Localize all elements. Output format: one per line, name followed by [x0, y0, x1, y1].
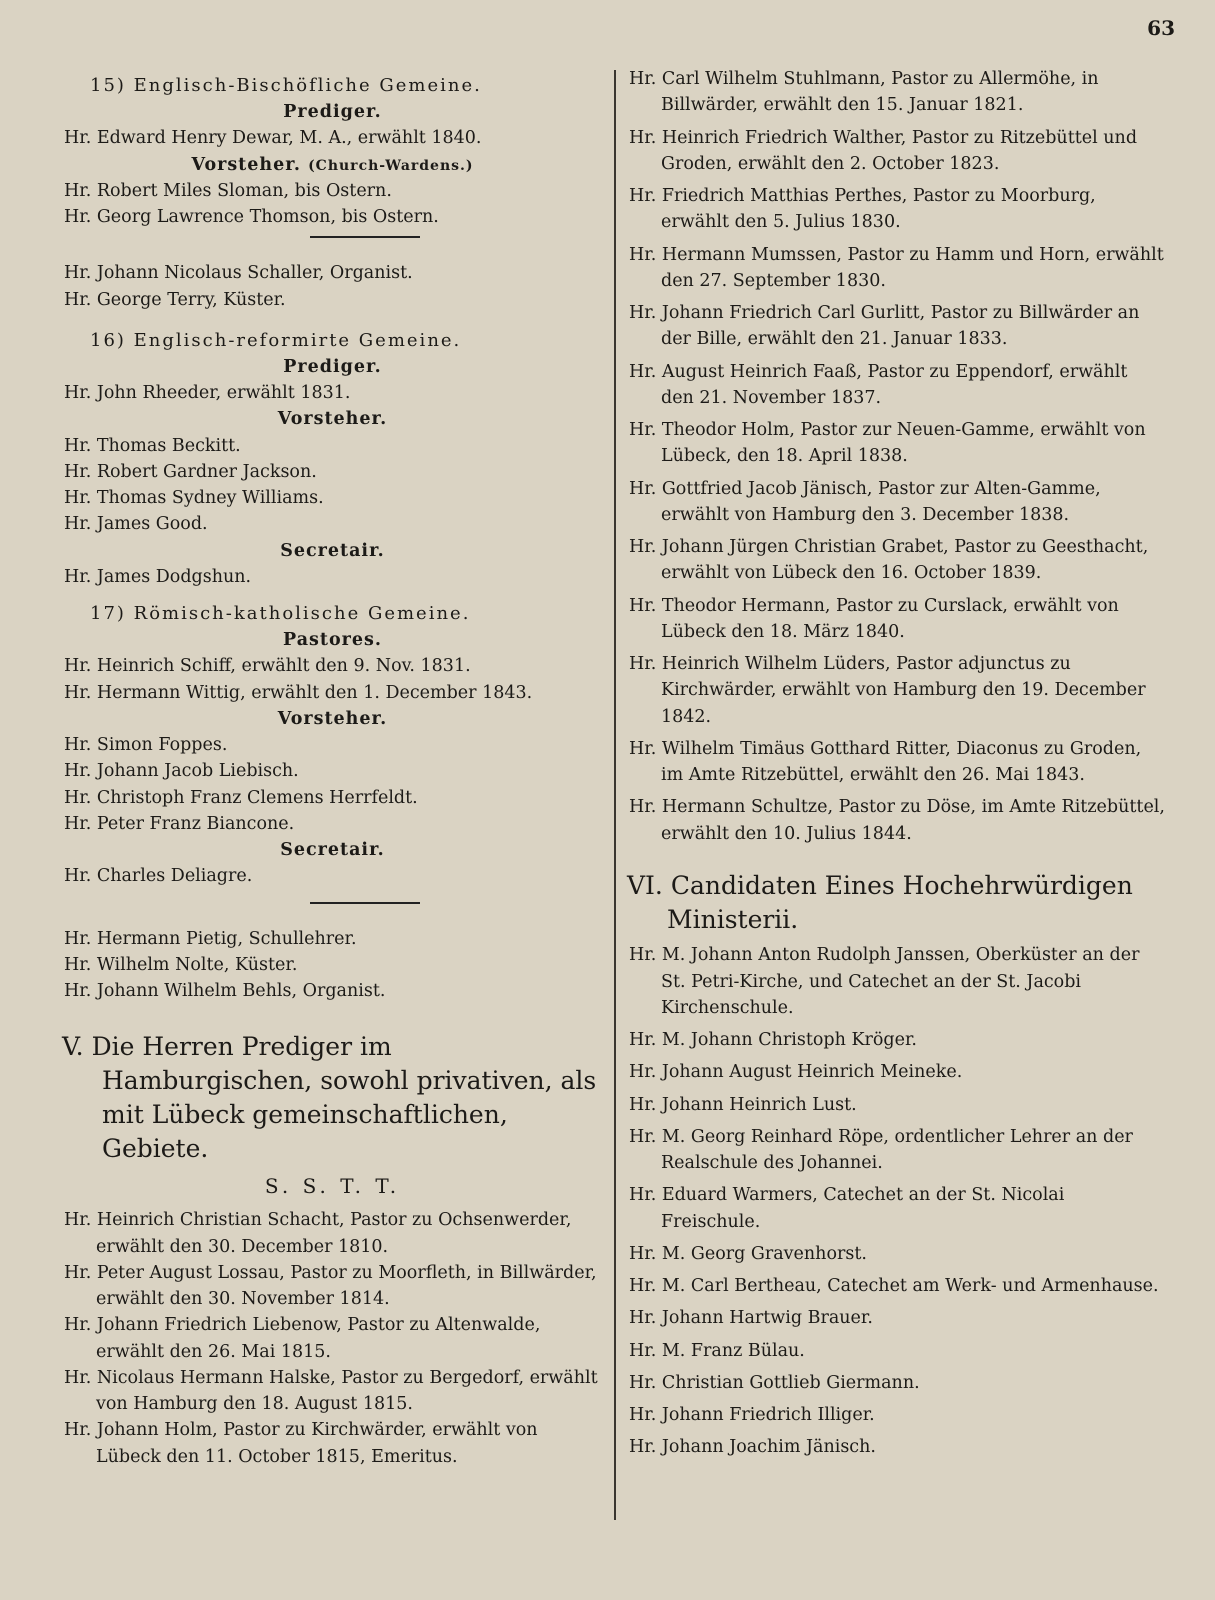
list-item: Hr. August Heinrich Faaß, Pastor zu Eppendorf, erwählt den 21. November 1837.: [629, 361, 1128, 408]
subheading: Vorsteher.: [277, 409, 388, 430]
list-item: Hr. Johann Joachim Jänisch.: [629, 1437, 876, 1458]
section-heading-17: 17) Römisch-katholische Gemeine.: [90, 603, 471, 624]
list-item: Hr. M. Carl Bertheau, Catechet am Werk- und Armenhause.: [629, 1276, 1159, 1296]
subheading: Secretair.: [280, 840, 385, 860]
list-item: Hr. M. Georg Reinhard Röpe, ordentlicher Lehrer an der Realschule des Johannei.: [629, 1126, 1133, 1173]
left-column: [60, 66, 605, 1470]
list-item: Hr. Johann Holm, Pastor zu Kirchwärder, erwählt von Lübeck den 11. October 1815, Emeritus.: [64, 1420, 538, 1467]
list-item: Hr. George Terry, Küster.: [64, 289, 286, 310]
subheading: Secretair.: [280, 540, 385, 561]
list-item: Hr. Johann Jacob Liebisch.: [64, 761, 299, 782]
subheading-note: (Church-Wardens.): [308, 157, 474, 174]
list-item: Hr. Friedrich Matthias Perthes, Pastor zu Moorburg, erwählt den 5. Julius 1830.: [629, 186, 1096, 233]
list-item: Hr. Gottfried Jacob Jänisch, Pastor zur Alten-Gamme, erwählt von Hamburg den 3. December 1838.: [629, 478, 1101, 525]
list-item: Hr. Christian Gottlieb Giermann.: [629, 1372, 920, 1393]
list-item: Hr. Heinrich Christian Schacht, Pastor zu Ochsenwerder, erwählt den 30. December 1810.: [64, 1210, 572, 1257]
list-item: Hr. Theodor Hermann, Pastor zu Curslack, erwählt von Lübeck den 18. März 1840.: [629, 595, 1119, 642]
list-item: Hr. Johann Friedrich Illiger.: [629, 1405, 875, 1425]
list-item: Hr. Wilhelm Nolte, Küster.: [64, 954, 298, 975]
list-item: Hr. M. Georg Gravenhorst.: [629, 1243, 867, 1264]
list-item: Hr. James Good.: [64, 514, 208, 535]
list-item: Hr. M. Johann Christoph Kröger.: [629, 1030, 917, 1050]
section-heading-16: 16) Englisch-reformirte Gemeine.: [90, 329, 462, 351]
page-number: 63: [1147, 16, 1175, 40]
sst-heading: S. S. T. T.: [264, 1174, 401, 1199]
column-divider: [614, 70, 616, 1520]
list-item: Hr. Carl Wilhelm Stuhlmann, Pastor zu Allermöhe, in Billwärder, erwählt den 15. Januar 1821.: [629, 69, 1099, 116]
list-item: Hr. M. Johann Anton Rudolph Janssen, Oberküster an der St. Petri-Kirche, und Catechet an der St. Jacobi Kirchenschule.: [629, 945, 1140, 1018]
list-item: Hr. Thomas Sydney Williams.: [64, 488, 324, 508]
list-item: Hr. Theodor Holm, Pastor zur Neuen-Gamme, erwählt von Lübeck, den 18. April 1838.: [629, 420, 1146, 467]
list-item: Hr. Nicolaus Hermann Halske, Pastor zu Bergedorf, erwählt von Hamburg den 18. August 1815.: [64, 1367, 598, 1414]
list-item: Hr. Peter Franz Biancone.: [64, 813, 295, 834]
list-item: Hr. Heinrich Schiff, erwählt den 9. Nov. 1831.: [64, 656, 471, 677]
list-item: Hr. Johann Nicolaus Schaller, Organist.: [64, 263, 413, 284]
section-heading-V: V. Die Herren Prediger im Hamburgischen, sowohl privativen, als mit Lübeck gemeinschaftlichen, Gebiete.: [62, 1032, 597, 1163]
list-item: Hr. Charles Deliagre.: [64, 866, 253, 887]
right-column: [625, 66, 1165, 1467]
list-item: Hr. Edward Henry Dewar, M. A., erwählt 1840.: [64, 128, 482, 149]
list-item: Hr. M. Franz Bülau.: [629, 1340, 805, 1361]
list-item: Hr. Hermann Mumssen, Pastor zu Hamm und Horn, erwählt den 27. September 1830.: [629, 244, 1164, 291]
subheading: Vorsteher.: [277, 708, 388, 729]
list-item: Hr. Johann Friedrich Carl Gurlitt, Pastor zu Billwärder an der Bille, erwählt den 21. Januar 1833.: [629, 303, 1140, 350]
list-item: Hr. Johann Jürgen Christian Grabet, Pastor zu Geesthacht, erwählt von Lübeck den 16. October 1839.: [629, 537, 1149, 584]
list-item: Hr. Heinrich Wilhelm Lüders, Pastor adjunctus zu Kirchwärder, erwählt von Hamburg den 19. December 1842.: [629, 654, 1146, 727]
subheading: [60, 152, 605, 178]
list-item: Hr. Simon Foppes.: [64, 735, 228, 755]
section-heading-VI: VI. Candidaten Eines Hochehrwürdigen Ministerii.: [627, 870, 1133, 934]
subheading: Prediger.: [283, 356, 382, 377]
list-item: Hr. James Dodgshun.: [64, 566, 252, 587]
list-item: Hr. Johann August Heinrich Meineke.: [629, 1062, 963, 1083]
separator-rule: [310, 902, 420, 904]
list-item: Hr. Christoph Franz Clemens Herrfeldt.: [64, 787, 418, 808]
list-item: Hr. Georg Lawrence Thomson, bis Ostern.: [64, 207, 439, 227]
list-item: Hr. Peter August Lossau, Pastor zu Moorfleth, in Billwärder, erwählt den 30. November 1814.: [64, 1262, 597, 1309]
list-item: Hr. Johann Heinrich Lust.: [629, 1094, 857, 1115]
list-item: Hr. Wilhelm Timäus Gotthard Ritter, Diaconus zu Groden, im Amte Ritzebüttel, erwählt den 26. Mai 1843.: [629, 738, 1142, 785]
separator-rule: [310, 236, 420, 238]
subheading: Prediger.: [283, 102, 382, 122]
list-item: Hr. Robert Miles Sloman, bis Ostern.: [64, 180, 392, 201]
list-item: Hr. Eduard Warmers, Catechet an der St. Nicolai Freischule.: [629, 1185, 1065, 1232]
list-item: Hr. Hermann Pietig, Schullehrer.: [64, 928, 357, 949]
list-item: Hr. Thomas Beckitt.: [64, 435, 241, 456]
list-item: Hr. Johann Hartwig Brauer.: [629, 1308, 873, 1329]
list-item: Hr. John Rheeder, erwählt 1831.: [64, 383, 351, 403]
list-item: Hr. Robert Gardner Jackson.: [64, 461, 317, 482]
subheading-text: Vorsteher.: [191, 154, 301, 175]
list-item: Hr. Heinrich Friedrich Walther, Pastor zu Ritzebüttel und Groden, erwählt den 2. October 1823.: [629, 127, 1138, 174]
subheading: Pastores.: [283, 630, 382, 650]
list-item: Hr. Hermann Schultze, Pastor zu Döse, im Amte Ritzebüttel, erwählt den 10. Julius 1844.: [629, 797, 1165, 844]
section-heading-15: 15) Englisch-Bischöfliche Gemeine.: [90, 75, 482, 96]
list-item: Hr. Johann Friedrich Liebenow, Pastor zu Altenwalde, erwählt den 26. Mai 1815.: [64, 1315, 541, 1362]
list-item: Hr. Johann Wilhelm Behls, Organist.: [64, 981, 386, 1001]
list-item: Hr. Hermann Wittig, erwählt den 1. December 1843.: [64, 682, 533, 703]
